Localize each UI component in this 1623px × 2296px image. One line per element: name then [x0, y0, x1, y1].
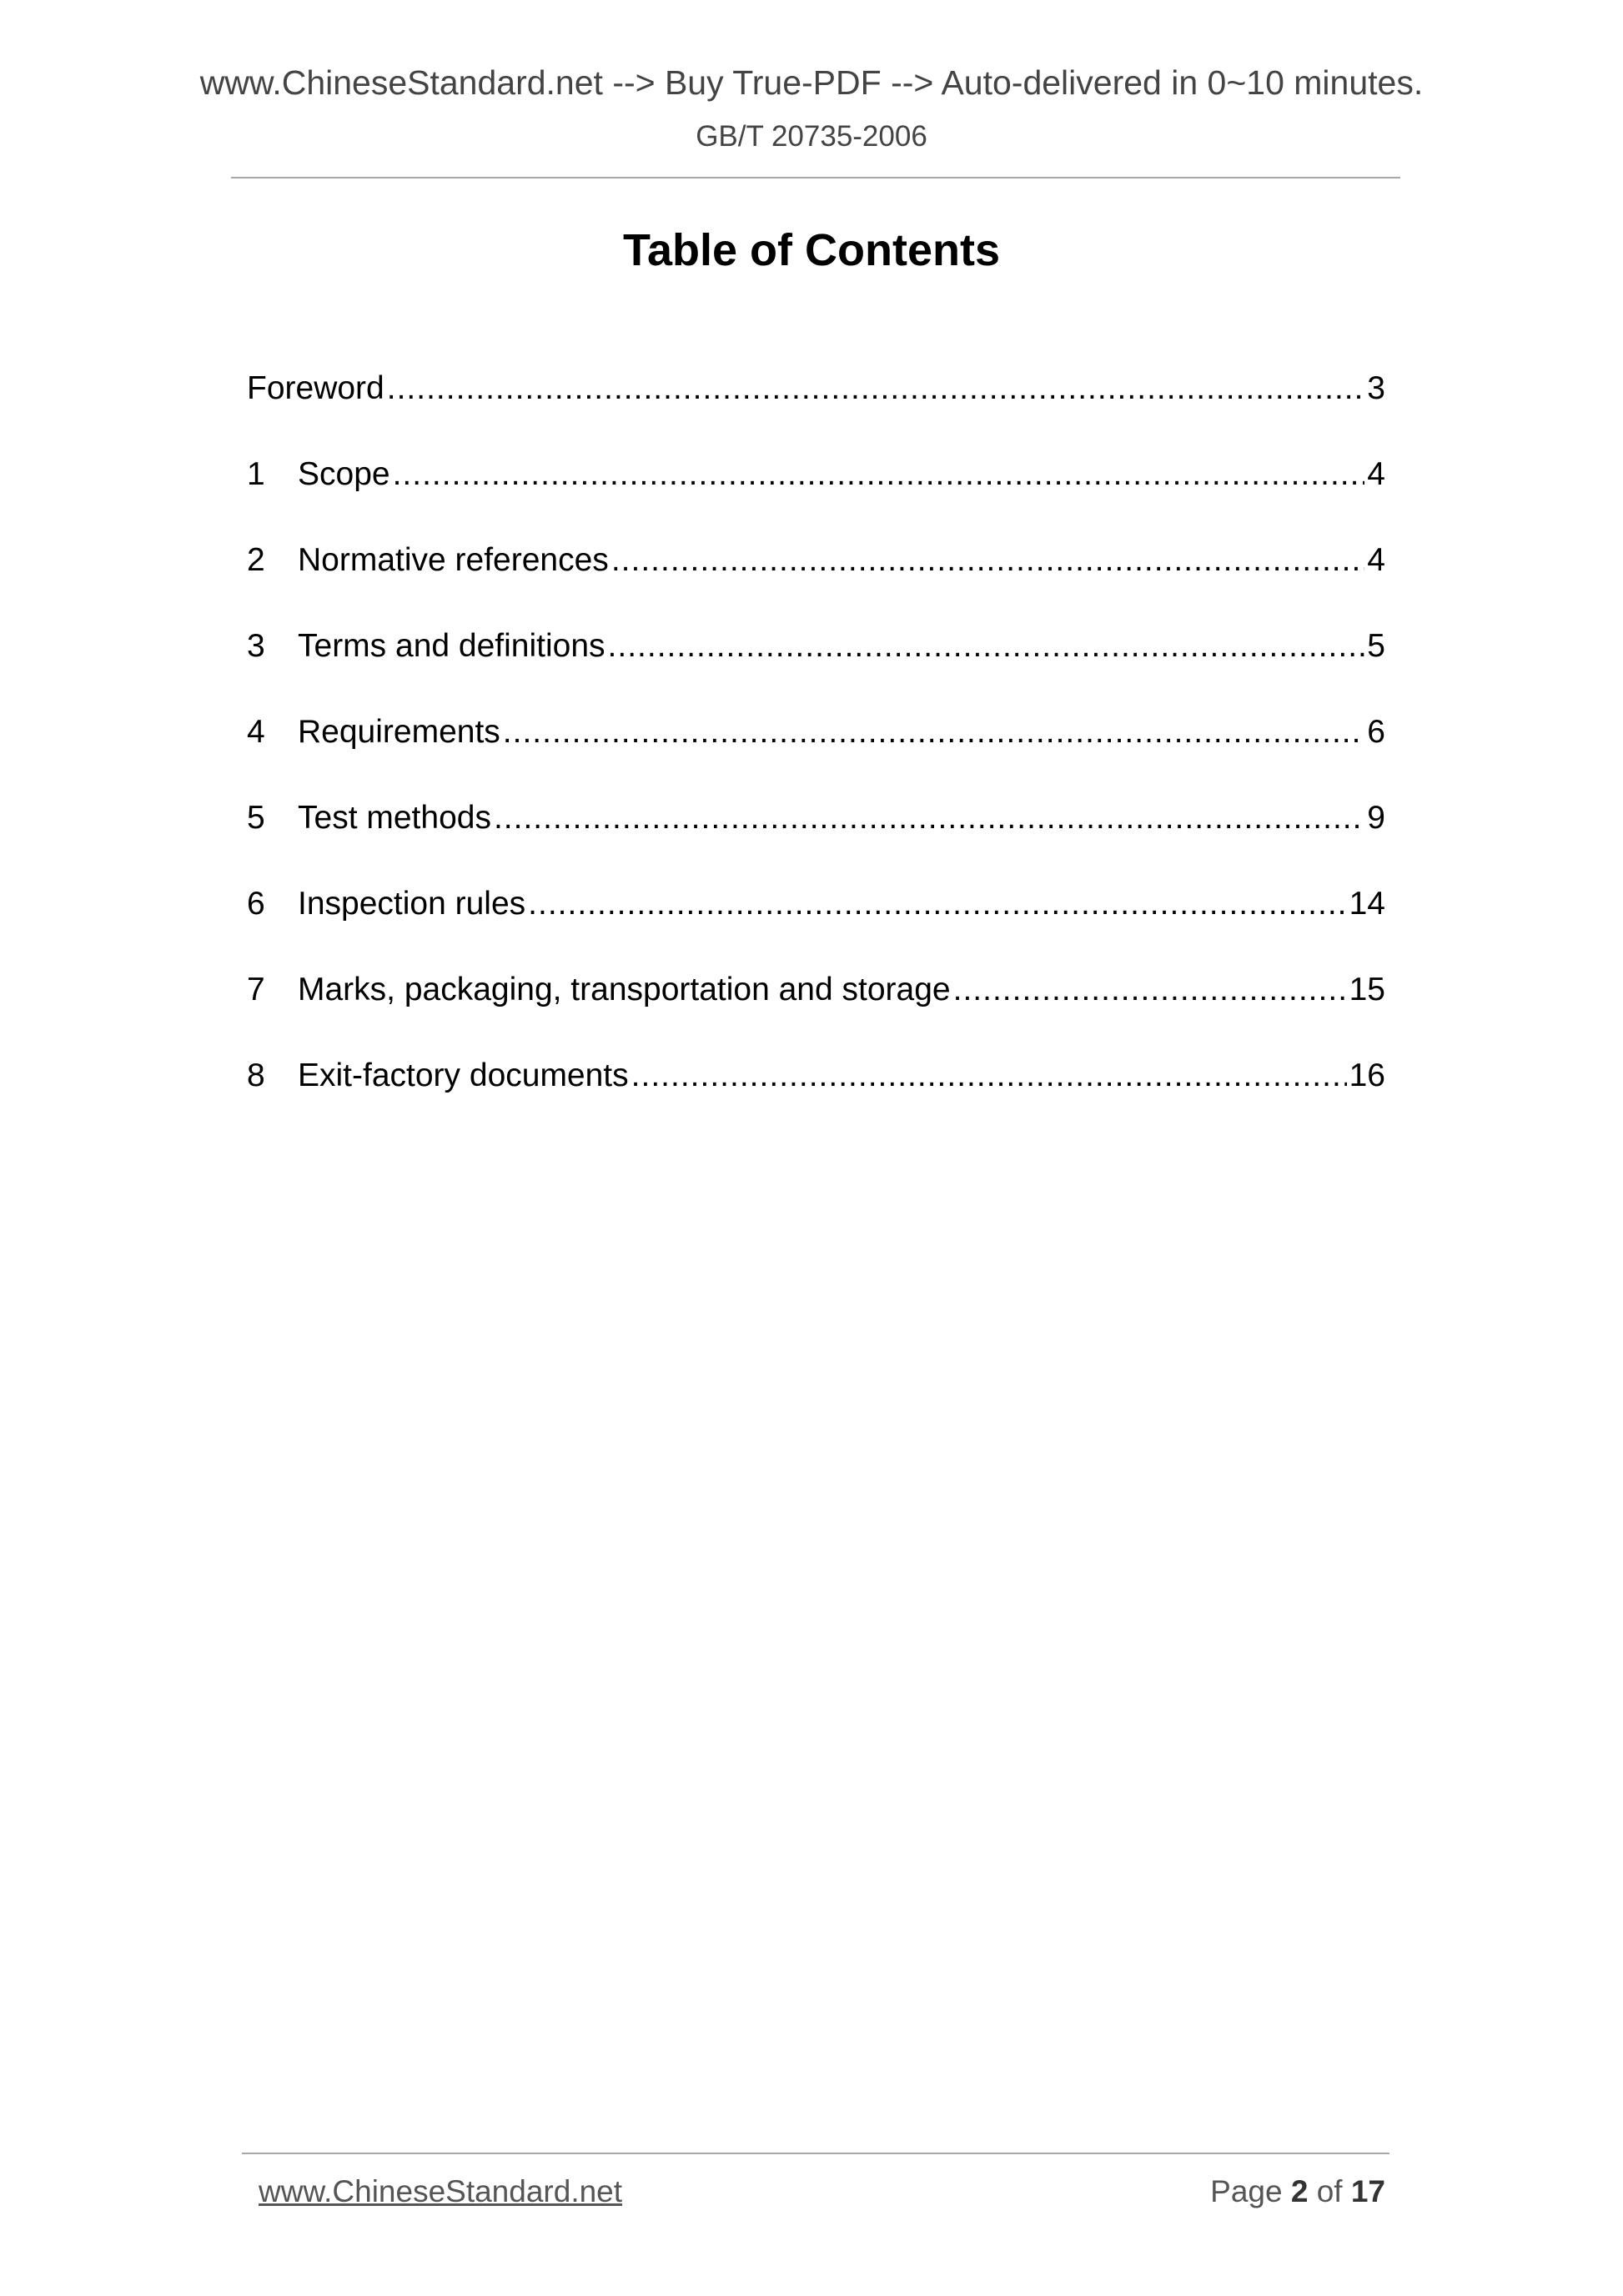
toc-leader-dots [503, 711, 1365, 754]
toc-leader-dots [494, 796, 1364, 840]
toc-entry-number: 2 [247, 542, 265, 578]
toc-entry-label: Terms and definitions [298, 628, 605, 664]
toc-entry-requirements[interactable] [247, 711, 1385, 796]
toc-entry-page: 4 [1367, 542, 1385, 578]
total-pages-number: 17 [1350, 2174, 1385, 2208]
table-of-contents [247, 367, 1385, 1140]
toc-entry-terms-and-definitions[interactable] [247, 625, 1385, 711]
toc-entry-number: 5 [247, 800, 265, 836]
toc-entry-label: Marks, packaging, transportation and storage [298, 972, 951, 1007]
toc-leader-dots [387, 367, 1365, 410]
toc-leader-dots [631, 1054, 1347, 1098]
toc-entry-marks-packaging[interactable] [247, 968, 1385, 1054]
toc-entry-number: 4 [247, 714, 265, 750]
toc-entry-label: Exit-factory documents [298, 1058, 629, 1093]
toc-entry-label: Requirements [298, 714, 500, 750]
toc-entry-page: 16 [1349, 1058, 1385, 1093]
toc-entry-scope[interactable] [247, 453, 1385, 539]
toc-entry-page: 14 [1349, 886, 1385, 922]
toc-entry-exit-factory-documents[interactable] [247, 1054, 1385, 1140]
toc-leader-dots [393, 453, 1365, 496]
toc-entry-page: 4 [1367, 456, 1385, 492]
toc-entry-normative-references[interactable] [247, 539, 1385, 625]
footer-divider [242, 2153, 1389, 2154]
toc-entry-inspection-rules[interactable] [247, 882, 1385, 968]
toc-entry-number: 6 [247, 886, 265, 922]
toc-entry-number: 7 [247, 972, 265, 1007]
document-number: GB/T 20735-2006 [696, 120, 927, 153]
toc-leader-dots [528, 882, 1346, 926]
toc-entry-page: 3 [1367, 370, 1385, 406]
toc-entry-label: Test methods [298, 800, 491, 836]
toc-entry-page: 9 [1367, 800, 1385, 836]
toc-entry-foreword[interactable] [247, 367, 1385, 453]
page-of-label: of [1316, 2174, 1343, 2208]
page-prefix: Page [1210, 2174, 1283, 2208]
current-page-number: 2 [1290, 2174, 1309, 2208]
toc-entry-page: 5 [1367, 628, 1385, 664]
toc-entry-test-methods[interactable] [247, 796, 1385, 882]
toc-leader-dots [608, 625, 1365, 668]
toc-entry-number: 3 [247, 628, 265, 664]
page-title: Table of Contents [623, 225, 1000, 275]
toc-leader-dots [953, 968, 1347, 1012]
toc-entry-label: Scope [298, 456, 390, 492]
toc-entry-number: 1 [247, 456, 265, 492]
toc-leader-dots [611, 539, 1364, 582]
toc-entry-page: 6 [1367, 714, 1385, 750]
toc-entry-label: Foreword [247, 370, 384, 406]
page-indicator [1210, 2173, 1385, 2211]
toc-entry-label: Inspection rules [298, 886, 526, 922]
toc-entry-number: 8 [247, 1058, 265, 1093]
header-divider [231, 177, 1400, 178]
toc-entry-page: 15 [1349, 972, 1385, 1007]
header-banner: www.ChineseStandard.net --> Buy True-PDF --> Auto-delivered in 0~10 minutes. [199, 63, 1424, 102]
toc-entry-label: Normative references [298, 542, 609, 578]
footer-website-link[interactable]: www.ChineseStandard.net [259, 2174, 623, 2208]
